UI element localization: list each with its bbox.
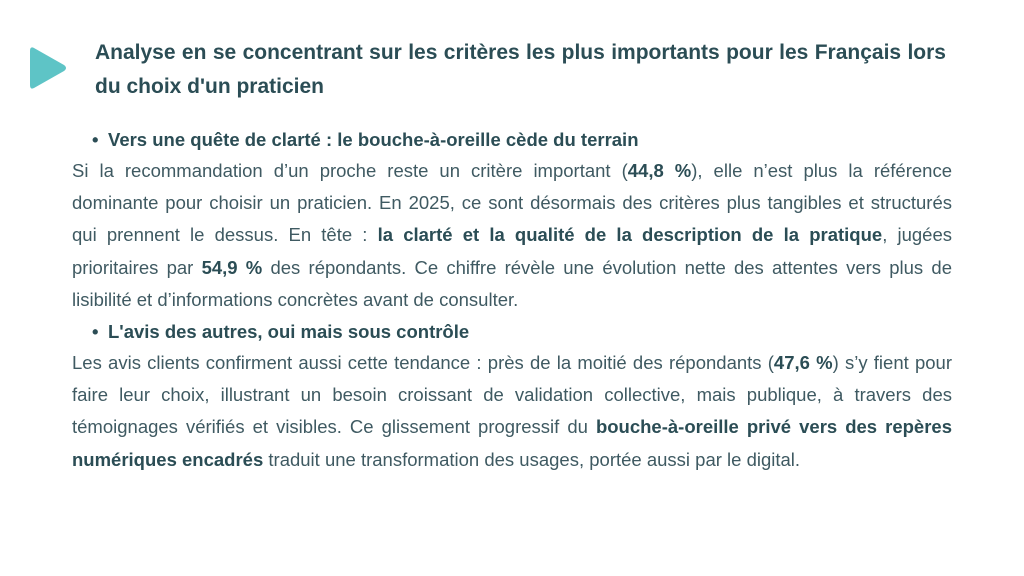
play-triangle-icon xyxy=(28,44,68,92)
bullet-dot: • xyxy=(92,129,99,150)
section-paragraph-clarity: Si la recommandation d’un proche reste un critère important (44,8 %), elle n’est plus la référence dominante pour choisir un praticien. En 2025, ce sont désormais des critères plus tangibles et structurés qui prennent le dessus. En tête : la clarté et la qualité de la description de la pratique, jugées prioritaires par 54,9 % des répondants. Ce chiffre révèle une évolution nette des attentes vers plus de lisibilité et d’informations concrètes avant de consulter. xyxy=(72,160,953,310)
bullet-dot: • xyxy=(92,321,99,343)
section-heading-clarity: • Vers une quête de clarté : le bouche-à-oreille cède du terrain xyxy=(72,124,952,155)
page-title: Analyse en se concentrant sur les critères les plus importants pour les Français lors du choix d'un praticien xyxy=(95,41,946,98)
stat-description: 54,9 % xyxy=(201,256,263,278)
stat-reviews: 47,6 % xyxy=(773,352,833,374)
stat-recommendation: 44,8 % xyxy=(627,160,692,181)
emphasis-clarity: la clarté et la qualité de la description de la pratique xyxy=(377,224,883,246)
content xyxy=(72,124,952,476)
emphasis-digital: bouche-à-oreille privé vers des repères numériques encadrés xyxy=(72,416,952,470)
section-heading-reviews: • L'avis des autres, oui mais sous contrôle xyxy=(72,316,952,347)
section-paragraph-reviews: Les avis clients confirment aussi cette tendance : près de la moitié des répondants (47,6 %) s’y fient pour faire leur choix, illustrant un besoin croissant de validation collective, mais publique, à travers des témoignages vérifiés et visibles. Ce glissement progressif du bouche-à-oreille privé vers des repères numériques encadrés traduit une transformation des usages, portée aussi par le digital. xyxy=(72,352,952,470)
